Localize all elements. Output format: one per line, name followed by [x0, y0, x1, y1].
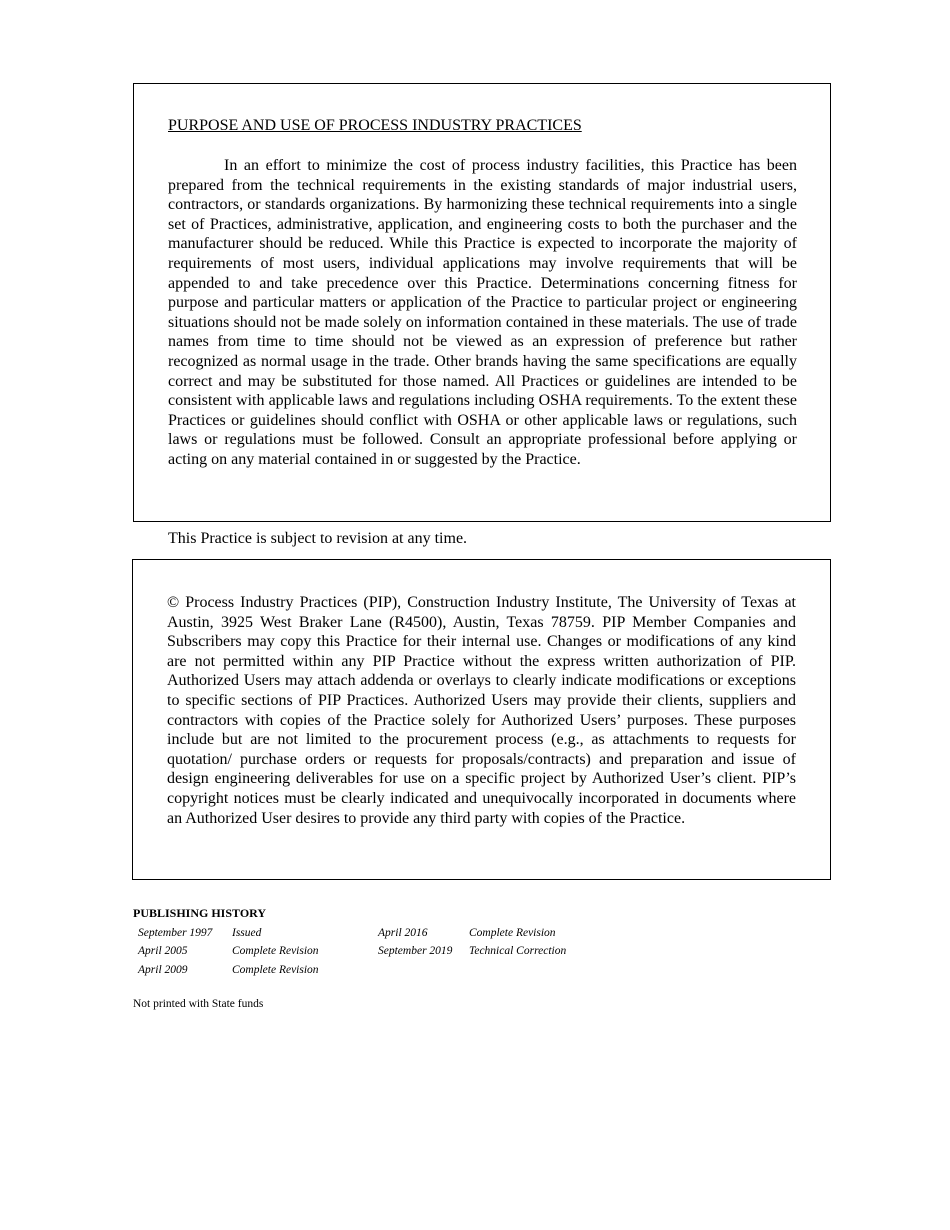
history-action: Issued: [232, 927, 262, 939]
copyright-paragraph: © Process Industry Practices (PIP), Construction Industry Institute, The University of Texas at Austin, 3925 West Braker Lane (R4500), Austin, Texas 78759. PIP Member Companies and Subscribers may copy this Practice for their internal use. Changes or modifications of any kind are not permitted within any PIP Practice without the express written authorization of PIP. Authorized Users may attach addenda or overlays to clearly indicate modifications or exceptions to specific sections of PIP Practices. Authorized Users may provide their clients, suppliers and contractors with copies of the Practice solely for Authorized Users’ purposes. These purposes include but are not limited to the procurement process (e.g., as attachments to requests for quotation/ purchase orders or requests for proposals/contracts) and preparation and issue of design engineering deliverables for use on a specific project by Authorized User’s client. PIP’s copyright notices must be clearly indicated and unequivocally incorporated in documents where an Authorized User desires to provide any third party with copies of the Practice.: [167, 594, 796, 827]
history-date: September 1997: [138, 927, 213, 939]
purpose-paragraph: In an effort to minimize the cost of process industry facilities, this Practice has been prepared from the technical requirements in the existing standards of major industrial users, contractors, or standards organizations. By harmonizing these technical requirements into a single set of Practices, administrative, application, and engineering costs to both the purchaser and the manufacturer should be reduced. While this Practice is expected to incorporate the majority of requirements of most users, individual applications may involve requirements that will be appended to and take precedence over this Practice. Determinations concerning fitness for purpose and particular matters or application of the Practice to particular project or engineering situations should not be made solely on information contained in these materials. The use of trade names from time to time should not be viewed as an expression of preference but rather recognized as normal usage in the trade. Other brands having the same specifications are equally correct and may be substituted for those named. All Practices or guidelines are intended to be consistent with applicable laws and regulations including OSHA requirements. To the extent these Practices or guidelines should conflict with OSHA or other applicable laws or regulations, such laws or regulations must be followed. Consult an appropriate professional before applying or acting on any material contained in or suggested by the Practice.: [168, 157, 797, 468]
history-date: April 2009: [138, 964, 188, 976]
purpose-box: [133, 83, 831, 522]
history-date: April 2005: [138, 945, 188, 957]
purpose-heading: PURPOSE AND USE OF PROCESS INDUSTRY PRACTICES: [168, 117, 582, 134]
history-date: September 2019: [378, 945, 453, 957]
footer-note: Not printed with State funds: [133, 998, 264, 1010]
revision-note: This Practice is subject to revision at any time.: [168, 530, 468, 547]
history-date: April 2016: [378, 927, 428, 939]
publishing-history-title: PUBLISHING HISTORY: [133, 906, 267, 920]
history-action: Complete Revision: [232, 945, 319, 957]
copyright-box: [132, 559, 831, 880]
history-action: Technical Correction: [469, 945, 567, 957]
history-action: Complete Revision: [469, 927, 556, 939]
history-action: Complete Revision: [232, 964, 319, 976]
